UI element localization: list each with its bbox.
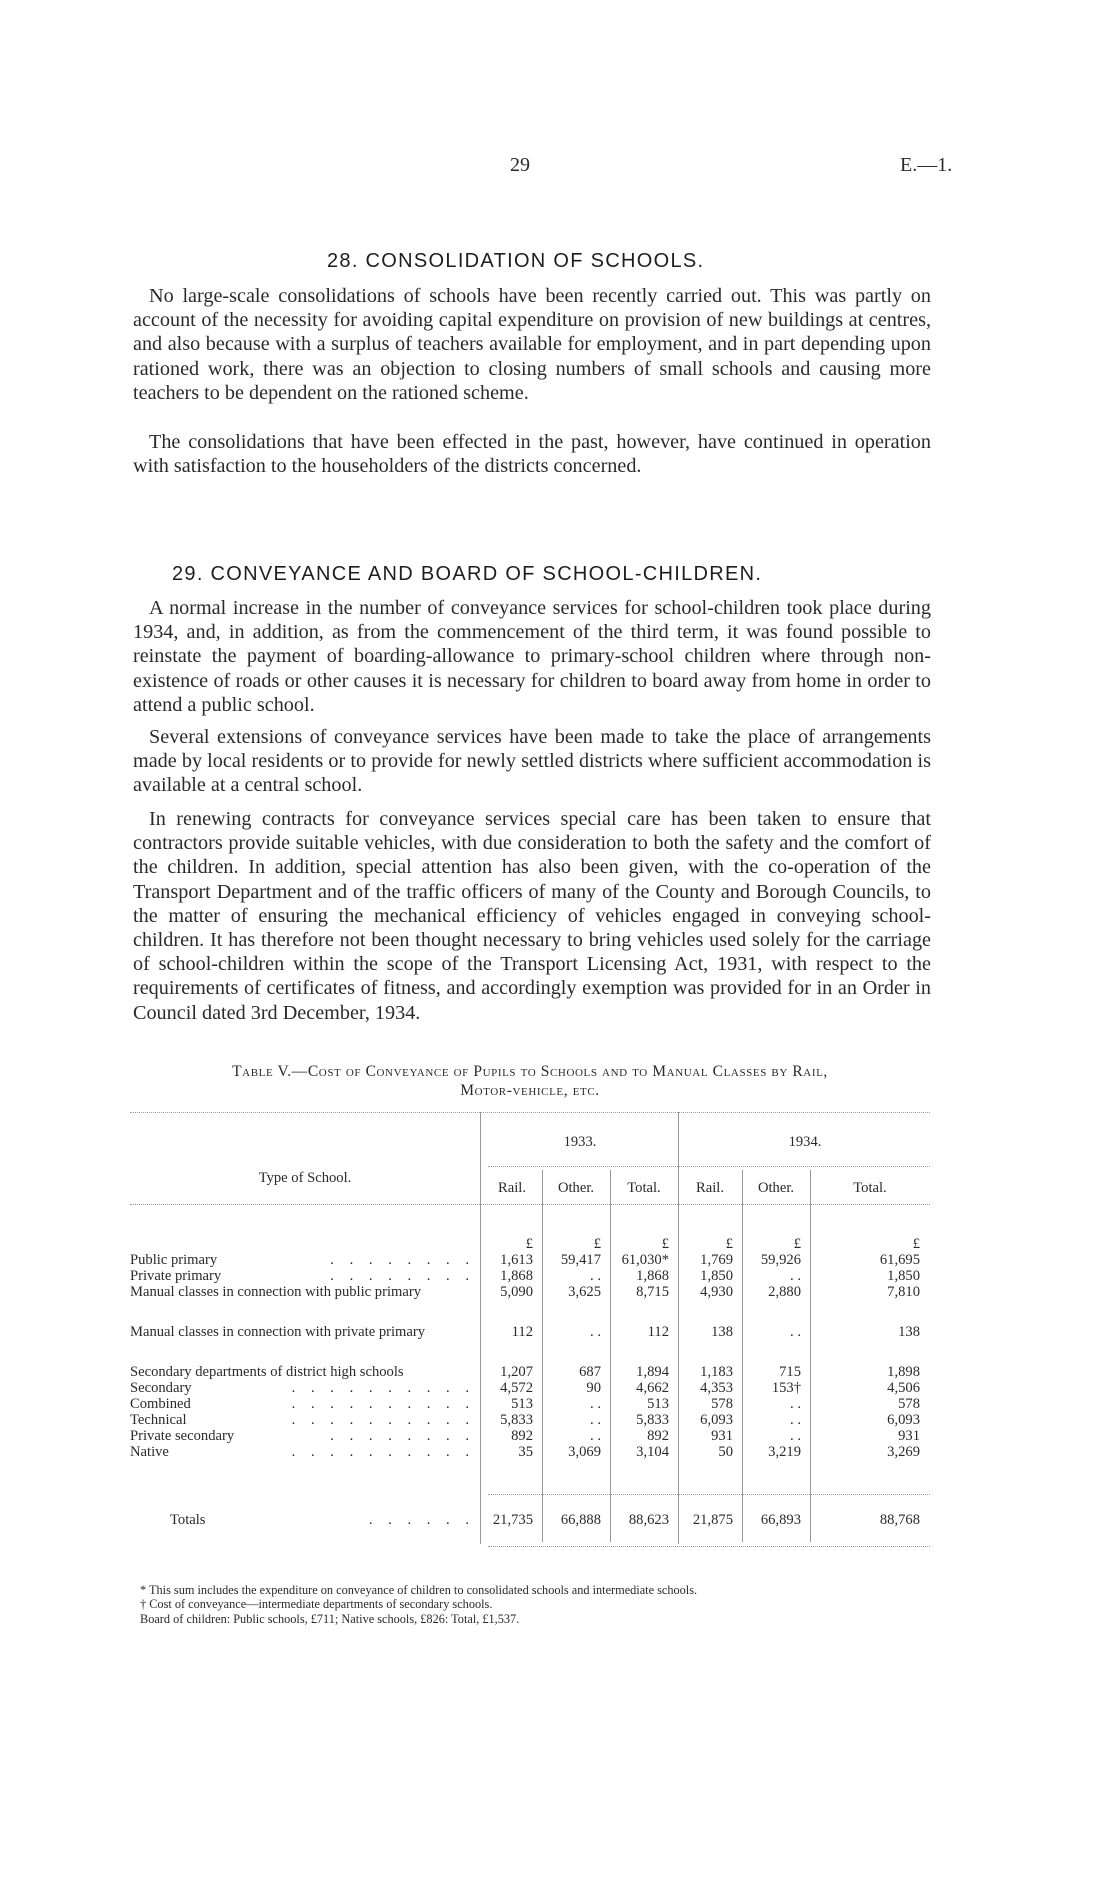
totals-cell-other-1933: 66,888 xyxy=(560,1512,601,1528)
table-row-label xyxy=(130,1444,475,1461)
table-cell-total-1934: 6,093 xyxy=(887,1412,920,1428)
table-cell-rail-1934: 138 xyxy=(711,1324,733,1340)
table-cell-rail-1933: 1,207 xyxy=(500,1364,533,1380)
table-cell-rail-1933: 513 xyxy=(511,1396,533,1412)
table-cell-other-1934: . . xyxy=(790,1412,801,1428)
row-label-public-primary: Public primary xyxy=(130,1252,218,1268)
currency-rail-1933: £ xyxy=(525,1236,533,1252)
table-cell-rail-1934: 1,183 xyxy=(700,1364,733,1380)
table-caption-line-2: Motor-vehicle, etc. xyxy=(460,1082,600,1099)
table-cell-other-1933: 90 xyxy=(586,1380,601,1396)
section-28-heading: 28. CONSOLIDATION OF SCHOOLS. xyxy=(327,250,705,272)
table-row-label xyxy=(130,1324,475,1341)
table-row-label xyxy=(130,1380,475,1397)
table-row-label xyxy=(130,1284,475,1301)
table-cell-rail-1933: 5,833 xyxy=(500,1412,533,1428)
col-header-other-1934: Other. xyxy=(757,1180,795,1196)
year-header-rule xyxy=(488,1166,930,1167)
table-cell-rail-1933: 35 xyxy=(518,1444,533,1460)
table-cell-total-1933: 8,715 xyxy=(636,1284,669,1300)
table-cell-rail-1933: 1,613 xyxy=(500,1252,533,1268)
currency-other-1933: £ xyxy=(593,1236,601,1252)
table-cell-other-1934: 3,219 xyxy=(768,1444,801,1460)
col-header-rail-1934: Rail. xyxy=(696,1180,724,1196)
table-cell-total-1933: 1,868 xyxy=(636,1268,669,1284)
leader-dots: . . . . . . . . . . xyxy=(291,1444,475,1460)
table-cell-rail-1934: 931 xyxy=(711,1428,733,1444)
table-cell-total-1934: 1,850 xyxy=(887,1268,920,1284)
type-of-school-header: Type of School. xyxy=(258,1170,352,1186)
col-header-rail-1933: Rail. xyxy=(498,1180,526,1196)
table-cell-rail-1934: 4,930 xyxy=(700,1284,733,1300)
table-row-label xyxy=(130,1252,475,1269)
year-divider xyxy=(678,1112,679,1544)
table-cell-total-1933: 5,833 xyxy=(636,1412,669,1428)
col-divider-1 xyxy=(542,1170,543,1542)
row-label-secondary: Secondary xyxy=(130,1380,192,1396)
table-cell-total-1933: 4,662 xyxy=(636,1380,669,1396)
table-cell-total-1934: 138 xyxy=(898,1324,920,1340)
col-header-other-1933: Other. xyxy=(557,1180,595,1196)
table-cell-other-1933: 3,069 xyxy=(568,1444,601,1460)
currency-rail-1934: £ xyxy=(725,1236,733,1252)
col-divider-2 xyxy=(610,1170,611,1542)
col-divider-3 xyxy=(742,1170,743,1542)
table-bottom-rule xyxy=(488,1546,930,1547)
totals-cell-other-1934: 66,893 xyxy=(760,1512,801,1528)
table-cell-rail-1933: 892 xyxy=(511,1428,533,1444)
table-caption xyxy=(100,1062,960,1100)
table-cell-other-1934: 59,926 xyxy=(760,1252,801,1268)
row-label-private-primary: Private primary xyxy=(130,1268,222,1284)
col-header-total-1934: Total. xyxy=(853,1180,887,1196)
table-cell-rail-1933: 5,090 xyxy=(500,1284,533,1300)
table-cell-other-1933: . . xyxy=(590,1396,601,1412)
table-cell-other-1933: . . xyxy=(590,1324,601,1340)
table-cell-other-1933: 3,625 xyxy=(568,1284,601,1300)
label-column-divider xyxy=(480,1112,481,1544)
table-cell-other-1934: . . xyxy=(790,1428,801,1444)
totals-row-label xyxy=(130,1512,475,1529)
table-cell-total-1933: 892 xyxy=(647,1428,669,1444)
row-label-secondary-departments: Secondary departments of district high schools xyxy=(130,1364,404,1380)
totals-cell-total-1934: 88,768 xyxy=(879,1512,920,1528)
table-cell-total-1933: 61,030* xyxy=(621,1252,669,1268)
table-cell-total-1934: 578 xyxy=(898,1396,920,1412)
row-label-native: Native xyxy=(130,1444,169,1460)
leader-dots: . . . . . . xyxy=(368,1512,475,1528)
table-cell-total-1933: 513 xyxy=(647,1396,669,1412)
table-cell-rail-1934: 50 xyxy=(718,1444,733,1460)
leader-dots: . . . . . . . . xyxy=(330,1428,475,1444)
year-1933-header: 1933. xyxy=(563,1134,597,1150)
leader-dots: . . . . . . . . . . xyxy=(291,1396,475,1412)
footnote-2: † Cost of conveyance—intermediate departments of secondary schools. xyxy=(140,1597,493,1611)
table-cell-total-1933: 112 xyxy=(647,1324,669,1340)
table-cell-rail-1933: 4,572 xyxy=(500,1380,533,1396)
table-cell-total-1934: 7,810 xyxy=(887,1284,920,1300)
table-cell-rail-1934: 1,769 xyxy=(700,1252,733,1268)
section-29-heading: 29. CONVEYANCE AND BOARD OF SCHOOL-CHILDREN. xyxy=(172,563,763,585)
table-top-rule xyxy=(130,1112,930,1113)
table-cell-other-1934: 2,880 xyxy=(768,1284,801,1300)
table-row-label xyxy=(130,1396,475,1413)
totals-cell-rail-1933: 21,735 xyxy=(492,1512,533,1528)
year-1934-header: 1934. xyxy=(788,1134,822,1150)
table-cell-other-1933: 59,417 xyxy=(560,1252,601,1268)
table-cell-rail-1933: 112 xyxy=(511,1324,533,1340)
row-label-manual-public: Manual classes in connection with public primary xyxy=(130,1284,421,1300)
table-cell-rail-1934: 578 xyxy=(711,1396,733,1412)
document-reference: E.—1. xyxy=(900,154,953,176)
section-29-paragraph-2: Several extensions of conveyance services have been made to take the place of arrangements made by local residents or to provide for newly settled districts where sufficient accommodation is available at a central school. xyxy=(133,726,931,797)
table-cell-other-1934: . . xyxy=(790,1268,801,1284)
table-cell-total-1934: 931 xyxy=(898,1428,920,1444)
table-cell-other-1933: 687 xyxy=(579,1364,601,1380)
col-divider-4 xyxy=(810,1170,811,1542)
section-28-paragraph-1: No large-scale consolidations of schools have been recently carried out. This was partly on account of the necessity for avoiding capital expenditure on provision of new buildings at centres, and also because with a surplus of teachers available for employment, and in part depending upon rationed work, there was an objection to closing numbers of small schools and causing more teachers to be dependent on the rationed scheme. xyxy=(133,285,931,404)
section-28-paragraph-2: The consolidations that have been effected in the past, however, have continued in operation with satisfaction to the householders of the districts concerned. xyxy=(133,431,931,478)
currency-total-1934: £ xyxy=(912,1236,920,1252)
row-label-private-secondary: Private secondary xyxy=(130,1428,235,1444)
table-row-label xyxy=(130,1268,475,1285)
table-cell-rail-1934: 1,850 xyxy=(700,1268,733,1284)
row-label-totals: Totals xyxy=(170,1512,206,1528)
footnote-1: * This sum includes the expenditure on conveyance of children to consolidated schools and intermediate schools. xyxy=(140,1583,698,1597)
table-caption-line-1: Table V.—Cost of Conveyance of Pupils to Schools and to Manual Classes by Rail, xyxy=(232,1063,828,1080)
totals-cell-rail-1934: 21,875 xyxy=(692,1512,733,1528)
section-29-paragraph-1: A normal increase in the number of conveyance services for school-children took place during 1934, and, in addition, as from the commencement of the third term, it was found possible to reinstate the payment of boarding-allowance to primary-school children where through non-existence of roads or other causes it is necessary for children to board away from home in order to attend a public school. xyxy=(133,597,931,716)
table-row-label xyxy=(130,1428,475,1445)
row-label-technical: Technical xyxy=(130,1412,187,1428)
table-cell-total-1934: 3,269 xyxy=(887,1444,920,1460)
table-cell-total-1934: 61,695 xyxy=(879,1252,920,1268)
table-cell-other-1933: . . xyxy=(590,1268,601,1284)
table-cell-other-1934: . . xyxy=(790,1396,801,1412)
table-cell-rail-1934: 6,093 xyxy=(700,1412,733,1428)
table-cell-other-1934: . . xyxy=(790,1324,801,1340)
table-cell-total-1934: 4,506 xyxy=(887,1380,920,1396)
table-cell-other-1934: 715 xyxy=(779,1364,801,1380)
col-header-total-1933: Total. xyxy=(627,1180,661,1196)
table-cell-other-1933: . . xyxy=(590,1412,601,1428)
currency-total-1933: £ xyxy=(661,1236,669,1252)
totals-cell-total-1933: 88,623 xyxy=(628,1512,669,1528)
conveyance-cost-table xyxy=(130,1112,930,1562)
footnote-3: Board of children: Public schools, £711; Native schools, £826: Total, £1,537. xyxy=(140,1612,520,1626)
leader-dots: . . . . . . . . xyxy=(330,1252,475,1268)
currency-other-1934: £ xyxy=(793,1236,801,1252)
row-label-manual-private: Manual classes in connection with private primary xyxy=(130,1324,426,1340)
leader-dots: . . . . . . . . xyxy=(330,1268,475,1284)
table-cell-total-1934: 1,898 xyxy=(887,1364,920,1380)
table-cell-other-1934: 153† xyxy=(771,1380,801,1396)
table-row-label xyxy=(130,1412,475,1429)
leader-dots: . . . . . . . . . . xyxy=(291,1412,475,1428)
table-cell-total-1933: 1,894 xyxy=(636,1364,669,1380)
table-cell-other-1933: . . xyxy=(590,1428,601,1444)
table-cell-rail-1933: 1,868 xyxy=(500,1268,533,1284)
leader-dots: . . . . . . . . . . xyxy=(291,1380,475,1396)
table-row-label xyxy=(130,1364,475,1381)
totals-top-rule xyxy=(488,1494,930,1495)
page-number: 29 xyxy=(510,154,530,176)
table-cell-rail-1934: 4,353 xyxy=(700,1380,733,1396)
row-label-combined: Combined xyxy=(130,1396,191,1412)
table-cell-total-1933: 3,104 xyxy=(636,1444,669,1460)
section-29-paragraph-3: In renewing contracts for conveyance services special care has been taken to ensure that contractors provide suitable vehicles, with due consideration to both the safety and the comfort of the children. In addition, special attention has also been given, with the co-operation of the Transport Department and of the traffic officers of many of the County and Borough Councils, to the matter of ensuring the mechanical efficiency of vehicles engaged in conveying school-children. It has therefore not been thought necessary to bring vehicles used solely for the carriage of school-children within the scope of the Transport Licensing Act, 1931, with respect to the requirements of certificates of fitness, and accordingly exemption was provided for in an Order in Council dated 3rd December, 1934. xyxy=(133,808,931,1024)
